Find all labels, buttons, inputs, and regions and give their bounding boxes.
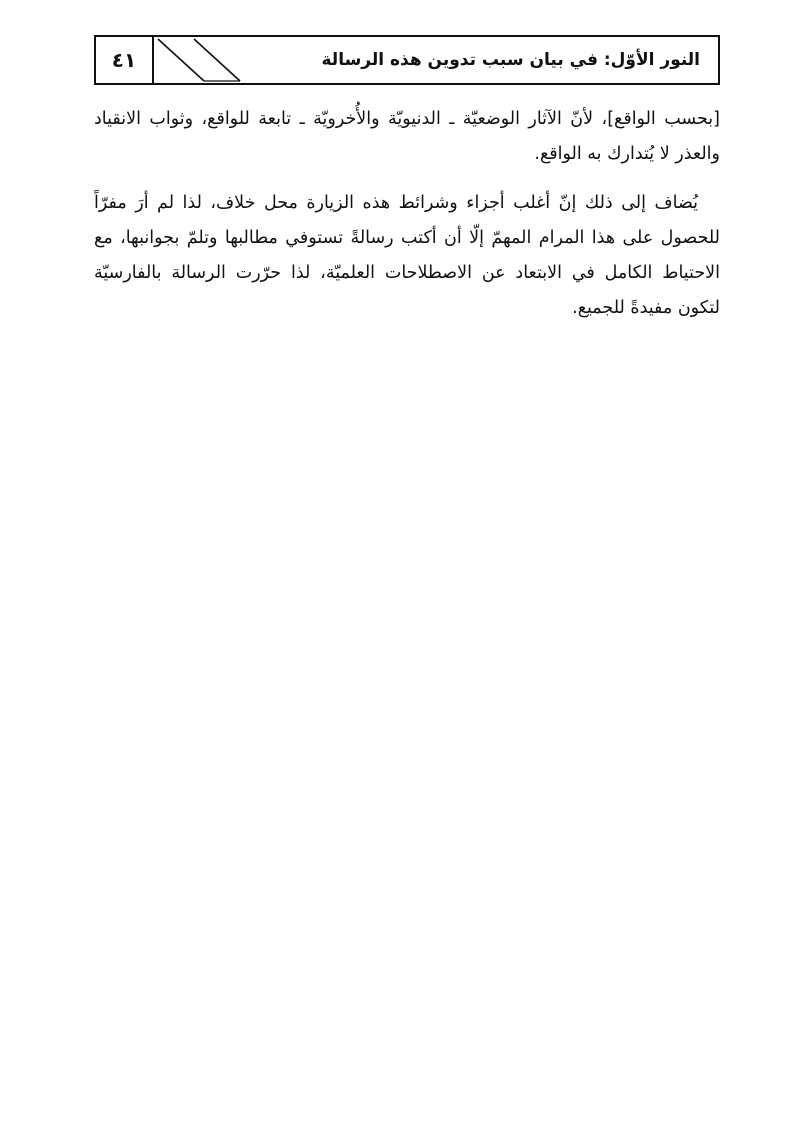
running-title: النور الأوّل: في بيان سبب تدوين هذه الرسالة (321, 50, 700, 70)
main-text (94, 102, 720, 340)
header-ornament-icon (154, 37, 264, 83)
page-number: ٤١ (96, 37, 154, 83)
running-header (94, 35, 720, 85)
paragraph-1: [بحسب الواقع]، لأنّ الآثار الوضعيّة ـ الدنيويّة والأُخرويّة ـ تابعة للواقع، وثواب الانقياد والعذر لا يُتدارك به الواقع. (94, 109, 720, 164)
paragraph-2: يُضاف إلى ذلك إنّ أغلب أجزاء وشرائط هذه الزيارة محل خلاف، لذا لم أرَ مفرّاً للحصول على هذا المرام المهمّ إلّا أن أكتب رسالةً تستوفي مطالبها وتلمّ بجوانبها، مع الاحتياط الكامل في الابتعاد عن الاصطلاحات العلميّة، لذا حرّرت الرسالة بالفارسيّة لتكون مفيدةً للجميع. (94, 193, 720, 318)
